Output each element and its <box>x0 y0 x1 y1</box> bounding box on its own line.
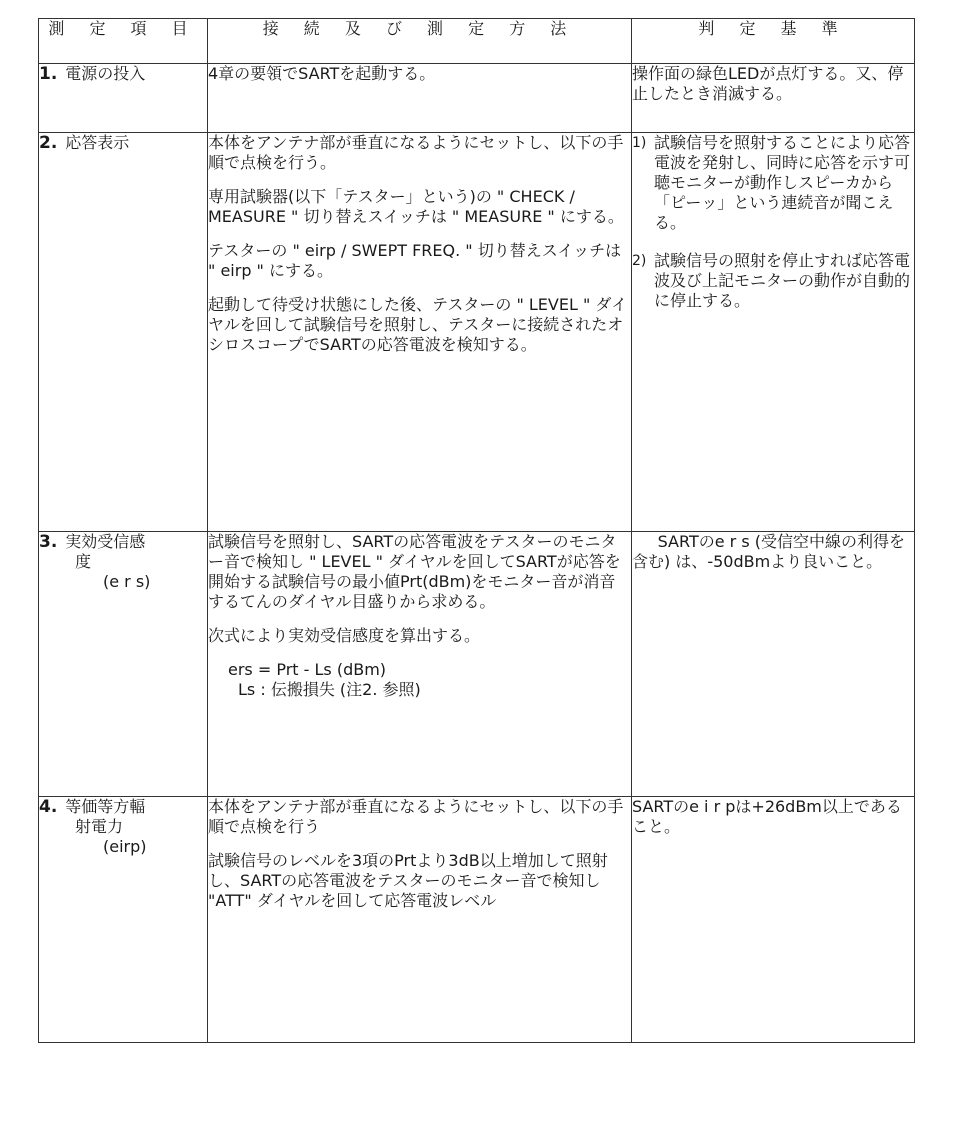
method-cell <box>208 133 632 532</box>
item-abbrev: (e r s) <box>103 572 151 591</box>
item-cell <box>39 64 208 133</box>
item-abbrev: (eirp) <box>103 837 147 856</box>
item-name-continued: 度 <box>75 552 92 571</box>
criteria-text: SARTのe i r pは+26dBm以上であること。 <box>632 797 902 836</box>
method-cell <box>208 532 632 797</box>
item-cell <box>39 532 208 797</box>
table-row <box>39 133 915 532</box>
criteria-item-text: 試験信号を照射することにより応答電波を発射し、同時に応答を示す可聴モニターが動作しスピーカから「ピーッ」という連続音が聞こえる。 <box>654 133 911 232</box>
method-text: 4章の要領でSARTを起動する。 <box>208 64 436 83</box>
item-name: 応答表示 <box>65 133 130 152</box>
item-name: 等価等方輻 <box>65 797 146 816</box>
criteria-item-text: 試験信号の照射を停止すれば応答電波及び上記モニターの動作が自動的に停止する。 <box>654 251 911 310</box>
item-number: 1. <box>39 64 58 84</box>
criteria-list-item <box>632 251 914 311</box>
item-cell <box>39 797 208 1043</box>
item-number: 3. <box>39 532 58 552</box>
method-cell <box>208 64 632 133</box>
item-name-continued: 射電力 <box>75 817 124 836</box>
table-row <box>39 64 915 133</box>
method-text: 起動して待受け状態にした後、テスターの " LEVEL " ダイヤルを回して試験信号を照射し、テスターに接続されたオシロスコープでSARTの応答電波を検知する。 <box>208 295 628 354</box>
equation-note: Ls : 伝搬損失 (注2. 参照) <box>238 680 421 699</box>
criteria-text: SARTのe r s (受信空中線の利得を含む) は、-50dBmより良いこと。 <box>632 532 905 571</box>
criteria-cell <box>632 64 915 133</box>
criteria-cell <box>632 797 915 1043</box>
criteria-list-item <box>632 133 914 233</box>
method-text: 次式により実効受信感度を算出する。 <box>208 626 481 645</box>
method-text: 試験信号を照射し、SARTの応答電波をテスターのモニター音で検知し " LEVEL " ダイヤルを回してSARTが応答を開始する試験信号の最小値Prt(dBm)をモニター音が消音するてんのダイヤル目盛りから求める。 <box>208 532 621 611</box>
item-number: 4. <box>39 797 58 817</box>
inspection-table <box>38 18 915 1043</box>
item-name: 実効受信感 <box>65 532 146 551</box>
equation: ers = Prt - Ls (dBm) <box>228 660 387 679</box>
criteria-cell <box>632 133 915 532</box>
item-number: 2. <box>39 133 58 153</box>
table-row <box>39 797 915 1043</box>
method-cell <box>208 797 632 1043</box>
method-text: 専用試験器(以下「テスター」という)の " CHECK / MEASURE " 切り替えスイッチは " MEASURE " にする。 <box>208 187 624 226</box>
criteria-item-number: 2) <box>632 253 647 269</box>
method-text: 本体をアンテナ部が垂直になるようにセットし、以下の手順で点検を行う <box>208 797 624 836</box>
item-name: 電源の投入 <box>65 64 146 83</box>
criteria-cell <box>632 532 915 797</box>
method-text: 本体をアンテナ部が垂直になるようにセットし、以下の手順で点検を行う。 <box>208 133 624 172</box>
method-text: テスターの " eirp / SWEPT FREQ. " 切り替えスイッチは " eirp " にする。 <box>208 241 622 280</box>
table-row <box>39 532 915 797</box>
header-criteria: 判 定 基 準 <box>632 19 915 64</box>
table-header-row <box>39 19 915 64</box>
method-text: 試験信号のレベルを3項のPrtより3dB以上増加して照射し、SARTの応答電波をテスターのモニター音で検知し "ATT" ダイヤルを回して応答電波レベル <box>208 851 608 910</box>
criteria-text: 操作面の緑色LEDが点灯する。又、停止したとき消滅する。 <box>632 64 904 103</box>
header-measurement-item: 測 定 項 目 <box>39 19 208 64</box>
header-connection-method: 接 続 及 び 測 定 方 法 <box>208 19 632 64</box>
criteria-item-number: 1) <box>632 135 647 151</box>
item-cell <box>39 133 208 532</box>
